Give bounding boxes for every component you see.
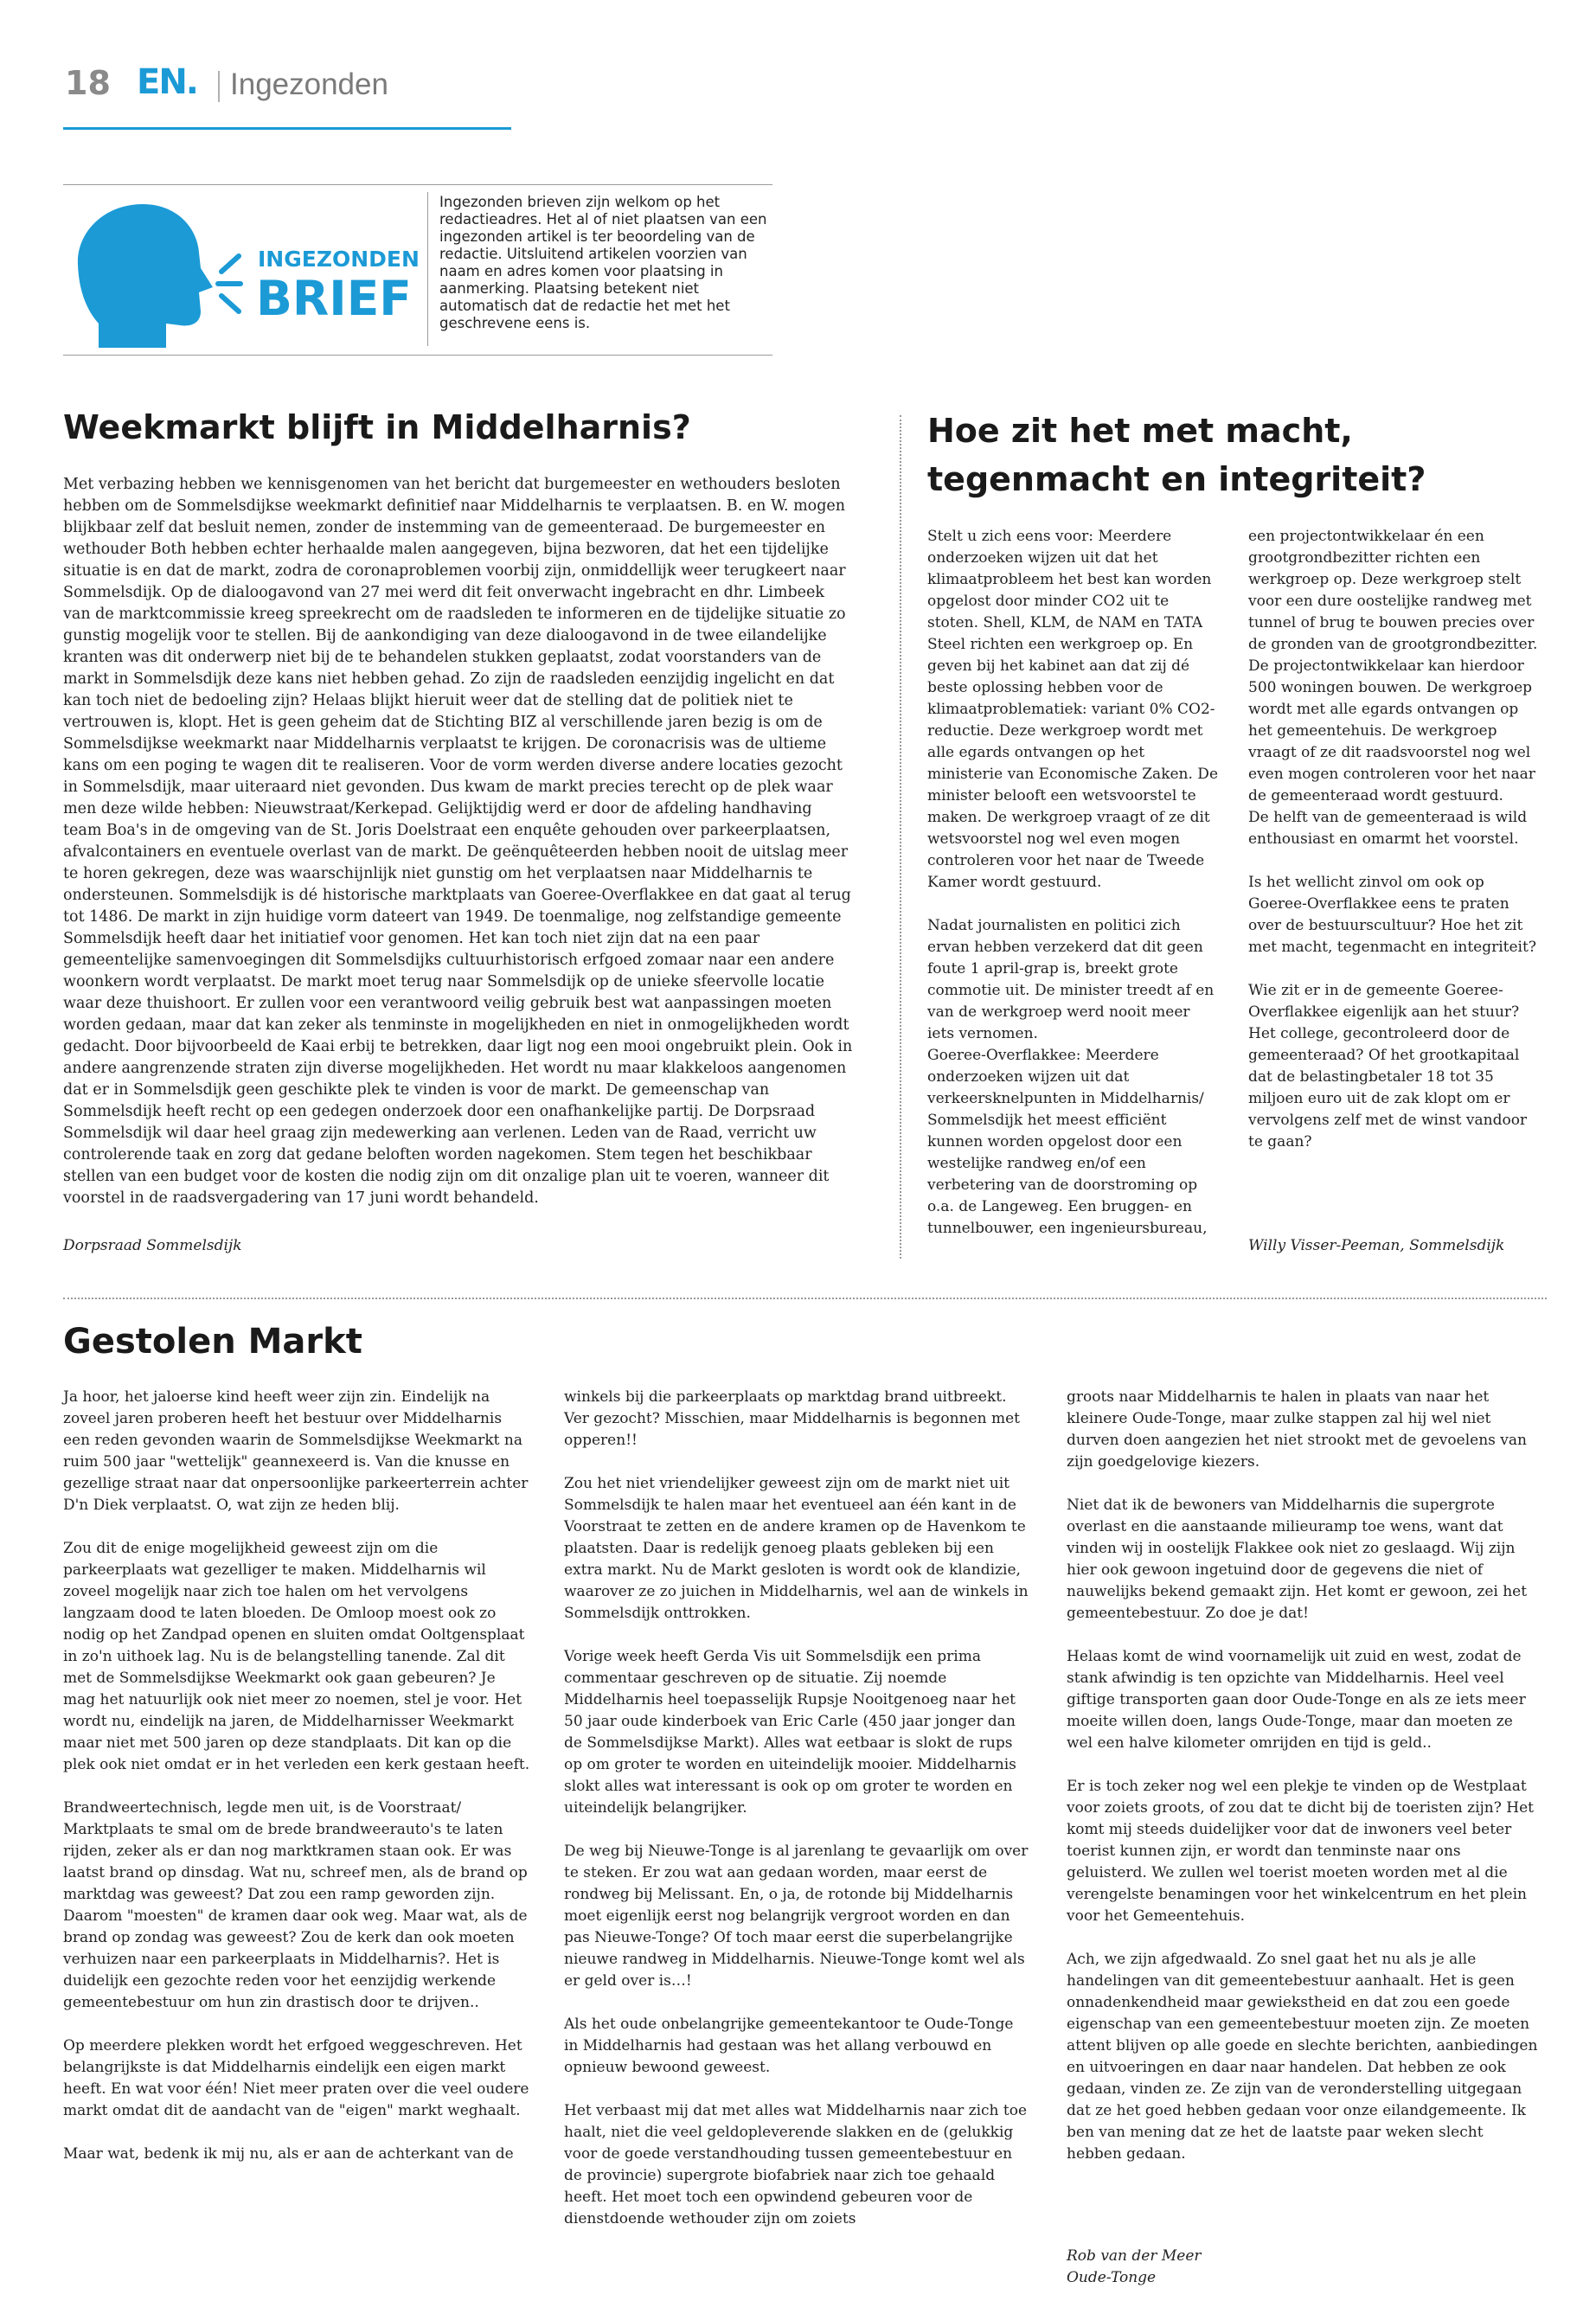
article3-signature: Rob van der Meer Oude-Tonge [1067, 2247, 1202, 2286]
page-number: 18 [65, 64, 111, 102]
article3-title: Gestolen Markt [63, 1322, 362, 1362]
article2-title: Hoe zit het met macht, tegenmacht en integriteit? [927, 412, 1426, 498]
infobox-bottom-rule [63, 355, 772, 356]
article1-title: Weekmarkt blijft in Middelharnis? [63, 408, 691, 446]
badge-line2: BRIEF [256, 271, 412, 326]
article1-body: Met verbazing hebben we kennisgenomen van het bericht dat burgemeester en wethouders besloten hebben om de Sommelsdijkse weekmarkt definitief naar Middelharnis te verplaatsen. B. en W. mogen blijkbaar zelf dat besluit nemen, zonder de instemming van de gemeenteraad. De burgemeester en wethouder Both hebben echter herhaalde malen aangegeven, bijna bezworen, dat het een tijdelijke situatie is en dat de markt, zodra de coronaproblemen voorbij zijn, onmiddellijk weer terugkeert naar Sommelsdijk. Op de dialoogavond van 27 mei werd dit feit onverwacht ingebracht en dhr. Limbeek van de marktcommissie kreeg spreekrecht om de raadsleden te informeren en de tijdelijke situatie zo gunstig mogelijk voor te stellen. Bij de aankondiging van deze dialoogavond in de twee eilandelijke kranten was dit onderwerp niet bij de te behandelen stukken geplaatst, zodat voorstanders van de markt in Sommelsdijk deze kans niet hebben gehad. Zo zijn de raadsleden eenzijdig ingelicht en dat kan toch niet de bedoeling zijn? Helaas blijkt hieruit weer dat de stelling dat de politiek niet te vertrouwen is, klopt. Het is geen geheim dat de Stichting BIZ al verschillende jaren bezig is om de Sommelsdijkse weekmarkt naar Middelharnis verplaatst te krijgen. De coronacrisis was de ultieme kans om een poging te wagen dit te realiseren. Voor de vorm werden diverse andere locaties gezocht in Sommelsdijk, maar uiteraard niet gevonden. Dus kwam de markt precies terecht op de plek waar men deze wilde hebben: Nieuwstraat/Kerkepad. Gelijktijdig werd er door de afdeling handhaving team Boa's in de omgeving van de St. Joris Doelstraat een enquête gehouden over parkeerplaatsen, afvalcontainers en eventuele overlast van de markt. De geënquêteerden hebben nooit de uitslag meer te horen gekregen, deze was waarschijnlijk niet gunstig om het verplaatsen naar Middelharnis te ondersteunen. Sommelsdijk is dé historische marktplaats van Goeree-Overflakkee en dat gaat al terug tot 1486. De markt in zijn huidige vorm dateert van 1949. De toenmalige, nog zelfstandige gemeente Sommelsdijk heeft daar het initiatief voor genomen. Het kan toch niet zijn dat na een paar gemeentelijke samenvoegingen dit Sommelsdijks cultuurhistorisch erfgoed zomaar naar een andere woonkern wordt verplaatst. De markt moet terug naar Sommelsdijk op de unieke sfeervolle locatie waar deze thuishoort. Er zullen voor een verantwoord veilig gebruik best wat aanpassingen moeten worden gedaan, maar dat kan zeker als tenminste in mogelijkheden en niet in onmogelijkheden wordt gedacht. Door bijvoorbeeld de Kaai erbij te betrekken, daar ligt nog een mooi ongebruikt plein. Ook in andere aangrenzende straten zijn diverse mogelijkheden. Het wordt nu maar klakkeloos aangenomen dat er in Sommelsdijk geen geschikte plek te vinden is voor de markt. De gemeenschap van Sommelsdijk heeft recht op een gedegen onderzoek door een onafhankelijke partij. De Dorpsraad Sommelsdijk wil daar heel graag zijn medewerking aan verlenen. Leden van de Raad, verricht uw controlerende taak en zorg dat gedane beloften worden nagekomen. Stem tegen het beschikbaar stellen van een budget voor de kosten die nodig zijn om dit onzalige plan uit te voeren, wanneer dit voorstel in de raadsvergadering van 17 juni wordt behandeld. [63, 476, 853, 1207]
article2-col2: een projectontwikkelaar én een grootgrondbezitter richten een werkgroep op. Deze werkgroep stelt voor een dure oostelijke randweg met tunnel of brug te bouwen precies over de gronden van de grootgrondbezitter. De projectontwikkelaar kan hierdoor 500 woningen bouwen. De werkgroep wordt met alle egards ontvangen op het gemeentehuis. De werkgroep vraagt of ze dit raadsvoorstel nog wel even mogen controleren voor het naar de gemeenteraad wordt gestuurd. De helft van de gemeenteraad is wild enthousiast en omarmt het voorstel. Is het wellicht zinvol om ook op Goeree-Overflakkee eens te praten over de bestuurscultuur? Hoe het zit met macht, tegenmacht en integriteit? Wie zit er in de gemeente Goeree-Overflakkee eigenlijk aan het stuur? Het college, gecontroleerd door de gemeenteraad? Of het grootkapitaal dat de belastingbetaler 18 tot 35 miljoen euro uit de zak klopt om er vervolgens zelf met de winst vandoor te gaan? [1248, 528, 1538, 1150]
article2-col1: Stelt u zich eens voor: Meerdere onderzoeken wijzen uit dat het klimaatprobleem het best kan worden opgelost door minder CO2 uit te stoten. Shell, KLM, de NAM en TATA Steel richten een werkgroep op. En geven bij het kabinet aan dat zij dé beste oplossing hebben voor de klimaatproblematiek: variant 0% CO2-reductie. Deze werkgroep wordt met alle egards ontvangen op het ministerie van Economische Zaken. De minister belooft een wetsvoorstel te maken. De werkgroep vraagt of ze dit wetsvoorstel nog wel even mogen controleren voor het naar de Tweede Kamer wordt gestuurd. Nadat journalisten en politici zich ervan hebben verzekerd dat dit geen foute 1 april-grap is, breekt grote commotie uit. De minister treedt af en van de werkgroep werd nooit meer iets vernomen. Goeree-Overflakkee: Meerdere onderzoeken wijzen uit dat verkeersknelpunten in Middelharnis/ Sommelsdijk het meest efficiënt kunnen worden opgelost door een westelijke randweg en/of een verbetering van de doorstroming op o.a. de Langeweg. Een bruggen- en tunnelbouwer, een ingenieursbureau, [927, 528, 1218, 1237]
infobox-text: Ingezonden brieven zijn welkom op het redactieadres. Het al of niet plaatsen van een ingezonden artikel is ter beoordeling van de redactie. Uitsluitend artikelen voorzien van naam en adres komen voor plaatsing in aanmerking. Plaatsing betekent niet automatisch dat de redactie het met het geschrevene eens is. [439, 194, 767, 331]
column-separator [900, 415, 901, 1259]
badge-line1: INGEZONDEN [258, 247, 420, 272]
section-title: Ingezonden [230, 67, 388, 101]
section-separator [63, 1298, 1547, 1299]
article3-col3: groots naar Middelharnis te halen in plaats van naar het kleinere Oude-Tonge, maar zulke stappen zal hij wel niet durven doen aangezien het niet strookt met de gevoelens van zijn goedgelovige kiezers. Niet dat ik de bewoners van Middelharnis die supergrote overlast en die aanstaande milieuramp toe wens, want dat vinden wij in oostelijk Flakkee ook niet zo geslaagd. Wij zijn hier ook gewoon ingetuind door de gegevens die niet of nauwelijks bekend gemaakt zijn. Het komt er gewoon, zei het gemeentebestuur. Zo doe je dat! Helaas komt de wind voornamelijk uit zuid en west, zodat de stank afwindig is ten opzichte van Middelharnis. Heel veel giftige transporten gaan door Oude-Tonge en als ze iets meer moeite willen doen, langs Oude-Tonge, maar dan moeten ze wel een halve kilometer omrijden en tijd is geld.. Er is toch zeker nog wel een plekje te vinden op de Westplaat voor zoiets groots, of zou dat te dicht bij de toeristen zijn? Het komt mij steeds duidelijker voor dat de inwoners veel beter toerist kunnen zijn, er wordt dan tenminste naar ons geluisterd. We zullen wel toerist moeten worden met al die verengelste benamingen voor het winkelcentrum en het plein voor het Gemeentehuis. Ach, we zijn afgedwaald. Zo snel gaat het nu als je alle handelingen van dit gemeentebestuur aanhaalt. Het is geen onnadenkendheid maar gewiekstheid en dat zou een goede eigenschap van een gemeentebestuur moeten zijn. Ze moeten attent blijven op alle goede en slechte berichten, aanbiedingen en uitvoeringen en daar naar handelen. Dat hebben ze ook gedaan, vinden ze. Ze zijn van de veronderstelling uitgegaan dat ze het goed hebben gedaan voor onze eilandgemeente. Ik ben van mening dat ze het de laatste paar weken slecht hebben gedaan. [1067, 1388, 1538, 2163]
header-rule [63, 127, 511, 130]
article3-col2: winkels bij die parkeerplaats op marktdag brand uitbreekt. Ver gezocht? Misschien, maar Middelharnis is begonnen met opperen!! Zou het niet vriendelijker geweest zijn om de markt niet uit Sommelsdijk te halen maar het eventueel aan één kant in de Voorstraat te zetten en de andere kramen op de Havenkom te plaatsten. Daar is redelijk genoeg plaats gebleken bij een extra markt. Nu de Markt gesloten is wordt ook de klandizie, waarover ze zo juichen in Middelharnis, wel aan de winkels in Sommelsdijk onttrokken. Vorige week heeft Gerda Vis uit Sommelsdijk een prima commentaar geschreven op de situatie. Zij noemde Middelharnis heel toepasselijk Rupsje Nooitgenoeg naar het 50 jaar oude kinderboek van Eric Carle (450 jaar jonger dan de Sommelsdijkse Markt). Alles wat eetbaar is slokt de rups op om groter te worden en uiteindelijk mooier. Middelharnis slokt alles wat interessant is ook op om groter te worden en uiteindelijk belangrijker. De weg bij Nieuwe-Tonge is al jarenlang te gevaarlijk om over te steken. Er zou wat aan gedaan worden, maar eerst de rondweg bij Melissant. En, o ja, de rotonde bij Middelharnis moet eigenlijk eerst nog belangrijk vergroot worden en dan pas Nieuwe-Tonge? Of toch maar eerst die superbelangrijke nieuwe randweg in Middelharnis. Nieuwe-Tonge komt wel als er geld over is…! Als het oude onbelangrijke gemeentekantoor te Oude-Tonge in Middelharnis had gestaan was het allang verbouwd en opnieuw bewoond geweest. Het verbaast mij dat met alles wat Middelharnis naar zich toe haalt, niet die veel geldopleverende slakken en de (gelukkig voor de goede verstandhouding tussen gemeentebestuur en de provincie) supergrote biofabriek naar zich toe gehaald heeft. Het moet toch een opwindend gebeuren voor de dienstdoende wethouder zijn om zoiets [564, 1388, 1029, 2227]
voice-lines-icon [218, 256, 240, 311]
publication-logo: EN. [137, 62, 197, 102]
article2-signature: Willy Visser-Peeman, Sommelsdijk [1248, 1237, 1505, 1254]
article3-col1: Ja hoor, het jaloerse kind heeft weer zijn zin. Eindelijk na zoveel jaren proberen heeft het bestuur over Middelharnis een reden gevonden waarin de Sommelsdijkse Weekmarkt na ruim 500 jaar "wettelijk" geannexeerd is. Van die knusse en gezellige straat naar dat onpersoonlijke parkeerterrein achter D'n Diek verplaatst. O, wat zijn ze heden blij. Zou dit de enige mogelijkheid geweest zijn om die parkeerplaats wat gezelliger te maken. Middelharnis wil zoveel mogelijk naar zich toe halen om het vervolgens langzaam dood te laten bloeden. De Omloop moest ook zo nodig op het Zandpad openen en sluiten omdat Ooltgensplaat in zo'n uithoek lag. Nu is de belangstelling tanende. Zal dit met de Sommelsdijkse Weekmarkt ook gaan gebeuren? Je mag het natuurlijk ook niet meer zo noemen, stel je voor. Het wordt nu, eindelijk na jaren, de Middelharnisser Weekmarkt maar niet met 500 jaren op deze standplaats. Dit kan op die plek ook niet omdat er in het verleden een kerk gestaan heeft. Brandweertechnisch, legde men uit, is de Voorstraat/ Marktplaats te smal om de brede brandweerauto's te laten rijden, zeker als er dan nog marktkramen staan ook. Er was laatst brand op dinsdag. Wat nu, schreef men, als de brand op marktdag was geweest? Dat zou een ramp geworden zijn. Daarom "moesten" de kramen daar ook weg. Maar wat, als de brand op zondag was geweest? Zou de kerk dan ook moeten verhuizen naar een parkeerplaats in Middelharnis?. Het is duidelijk een gezochte reden voor het eenzijdig werkende gemeentebestuur om hun zin drastisch door te drijven.. Op meerdere plekken wordt het erfgoed weggeschreven. Het belangrijkste is dat Middelharnis eindelijk een eigen markt heeft. En wat voor één! Niet meer praten over die veel oudere markt omdat dit de aandacht van de "eigen" markt weghaalt. Maar wat, bedenk ik mij nu, als er aan de achterkant van de [63, 1388, 530, 2163]
infobox-top-rule [63, 184, 772, 185]
article1-signature: Dorpsraad Sommelsdijk [63, 1237, 242, 1254]
speaking-head-icon [78, 204, 213, 348]
infobox-divider [427, 192, 428, 346]
ingezonden-brief-badge [69, 194, 424, 349]
header-separator [218, 71, 220, 102]
